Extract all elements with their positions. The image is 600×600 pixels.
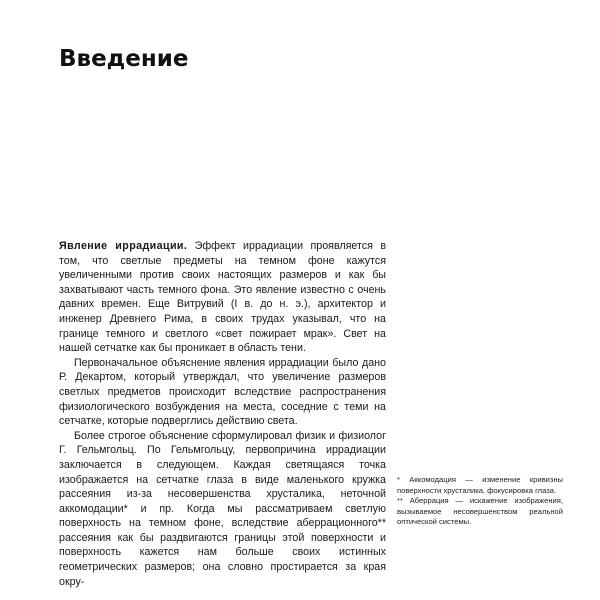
body-text	[59, 239, 386, 589]
footnotes	[397, 475, 563, 528]
paragraph-body: Эффект иррадиации проявляется в том, что светлые предметы на темном фоне кажутся увеличенными против своих настоящих размеров и как бы захватывают часть темного фона. Это явление известно с очень давних времен. Еще Витрувий (I в. до н. э.), архитектор и инженер Древнего Рима, в своих трудах указывал, что на границе темного и светлого «свет пожирает мрак». Свет на нашей сетчатке как бы проникает в область тени.	[59, 240, 386, 355]
paragraph-lead: Явление иррадиации.	[59, 240, 188, 252]
paragraph-irradiation	[59, 239, 386, 356]
chapter-heading: Введение	[59, 46, 189, 72]
footnote-accommodation: * Аккомодация — изменение кривизны поверхности хрусталика, фокусировка глаза.	[397, 475, 563, 495]
footnote-aberration: ** Аберрация — искажение изображения, вызываемое несовершенством реальной оптической системы.	[397, 496, 563, 526]
paragraph-helmholtz: Более строгое объяснение сформулировал физик и физиолог Г. Гельмгольц. По Гельмгольцу, первопричина иррадиации заключается в следующем. Каждая светящаяся точка изображается на сетчатке глаза в виде маленького кружка рассеяния из-за несовершенства хрусталика, неточной аккомодации* и пр. Когда мы рассматриваем светлую поверхность на темном фоне, вследствие аберрационного** рассеяния как бы раздвигаются границы этой поверхности и поверхность кажется нам больше своих истинных геометрических размеров; она словно простирается за края окру-	[59, 429, 386, 588]
paragraph-descartes: Первоначальное объяснение явления иррадиации было дано Р. Декартом, который утверждал, что увеличение размеров светлых предметов происходит вследствие распространения физиологического возбуждения на места, соседние с теми на сетчатке, которые подверглись действию света.	[59, 356, 386, 428]
